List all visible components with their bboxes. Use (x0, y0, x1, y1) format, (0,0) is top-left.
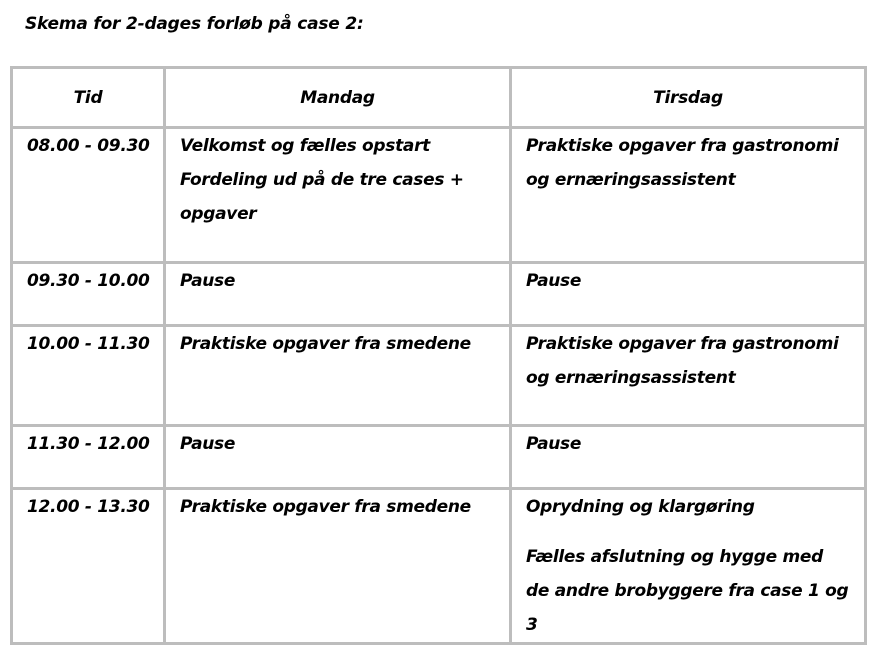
tuesday-activity: Praktiske opgaver fra gastronomi og ernæringsassistent (526, 136, 839, 190)
time-cell: 12.00 - 13.30 (12, 489, 165, 644)
monday-activity: Fordeling ud på de tre cases + opgaver (180, 170, 464, 224)
time-cell: 09.30 - 10.00 (12, 263, 165, 326)
monday-cell (165, 263, 511, 326)
monday-activity: Pause (180, 271, 236, 291)
table-row (12, 128, 866, 263)
tuesday-activity: Oprydning og klargøring (526, 497, 755, 517)
tuesday-cell (511, 263, 866, 326)
table-row (12, 263, 866, 326)
time-cell: 10.00 - 11.30 (12, 326, 165, 426)
tuesday-activity: Praktiske opgaver fra gastronomi og ernæringsassistent (526, 334, 839, 388)
table-row (12, 326, 866, 426)
tuesday-activity: Pause (526, 271, 582, 291)
monday-activity: Pause (180, 434, 236, 454)
table-header-row (12, 68, 866, 128)
time-cell: 08.00 - 09.30 (12, 128, 165, 263)
monday-cell (165, 128, 511, 263)
time-cell: 11.30 - 12.00 (12, 426, 165, 489)
tuesday-cell (511, 326, 866, 426)
tuesday-cell (511, 426, 866, 489)
schedule-table (10, 66, 867, 645)
page-title: Skema for 2-dages forløb på case 2: (25, 14, 364, 34)
header-tuesday: Tirsdag (511, 68, 866, 128)
tuesday-activity: Fælles afslutning og hygge med de andre brobyggere fra case 1 og 3 (526, 547, 849, 635)
monday-activity: Praktiske opgaver fra smedene (180, 497, 471, 517)
monday-activity: Velkomst og fælles opstart (180, 136, 431, 156)
header-monday: Mandag (165, 68, 511, 128)
table-row (12, 426, 866, 489)
monday-cell (165, 326, 511, 426)
tuesday-cell (511, 489, 866, 644)
tuesday-cell (511, 128, 866, 263)
header-time: Tid (12, 68, 165, 128)
monday-activity: Praktiske opgaver fra smedene (180, 334, 471, 354)
tuesday-activity: Pause (526, 434, 582, 454)
monday-cell (165, 489, 511, 644)
monday-cell (165, 426, 511, 489)
table-row (12, 489, 866, 644)
